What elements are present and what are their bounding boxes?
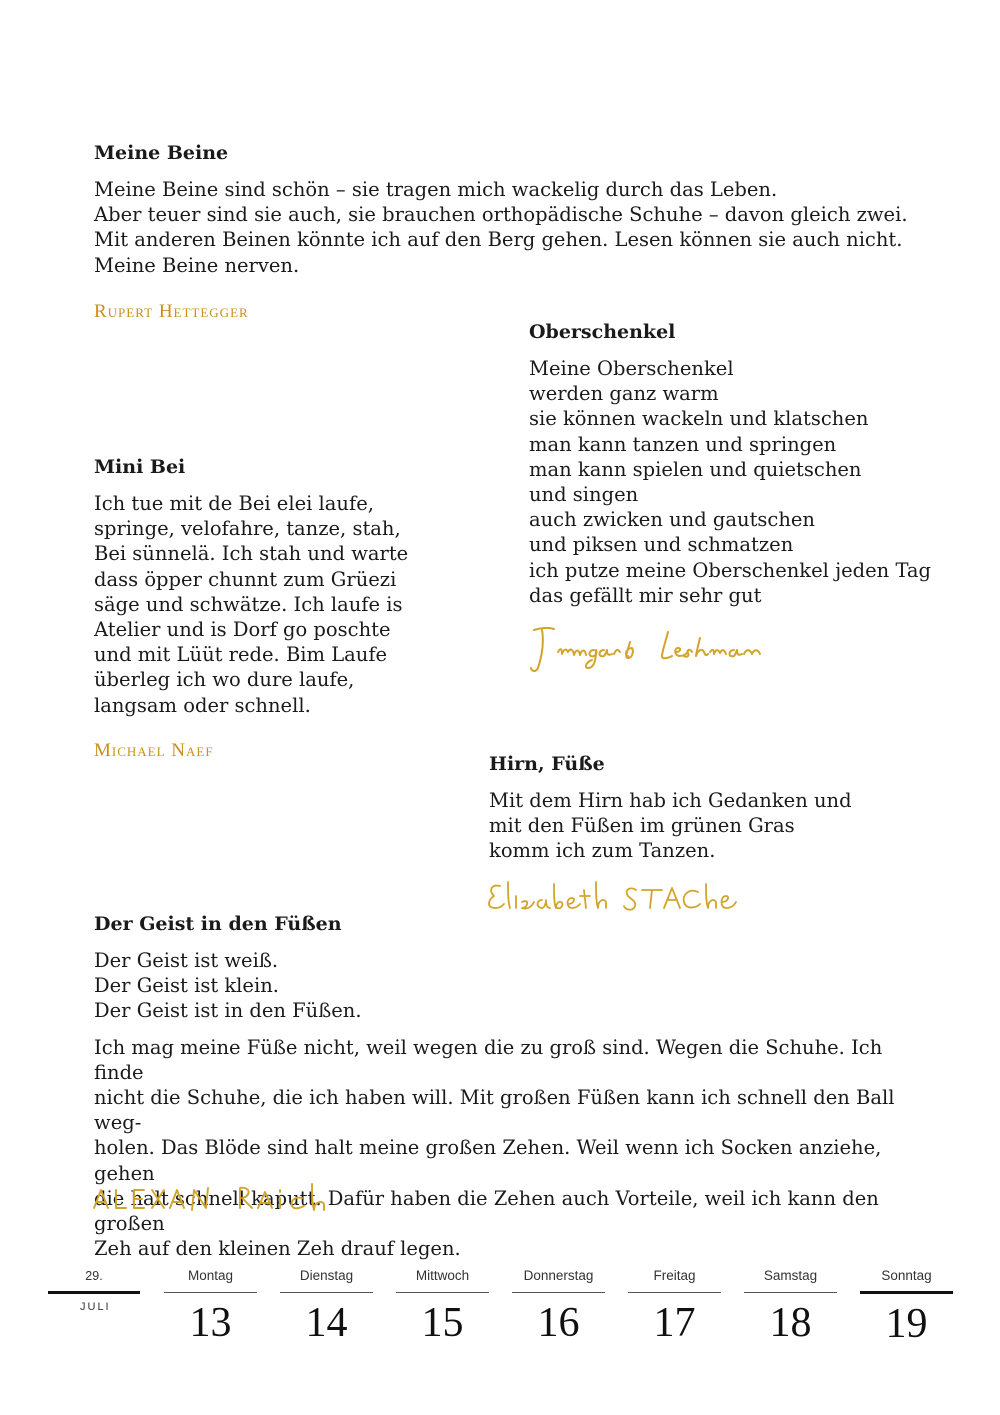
calendar-day-wednesday [396,1260,489,1353]
poem-title: Meine Beine [94,142,229,164]
calendar-day-friday [628,1260,721,1353]
poem-mini-bei [94,454,494,718]
poem-stanza: Der Geist ist weiß. Der Geist ist klein. Der Geist ist in den Füßen. [94,949,362,1023]
poem-title: Hirn, Füße [489,753,605,775]
day-date: 14 [305,1300,348,1346]
poem-title: Mini Bei [94,456,186,478]
month-label: JULI [80,1301,111,1313]
day-date: 19 [885,1301,928,1347]
poem-hirn-fuesse [489,751,949,864]
week-label [48,1260,140,1313]
handwritten-signature [528,622,778,678]
handwritten-signature [90,1176,350,1220]
day-name: Samstag [763,1268,818,1283]
author-name: Rupert Hettegger [94,301,249,322]
poem-text: Ich mag meine Füße nicht, weil wegen die zu groß sind. Wegen die Schuhe. Ich finde nicht die Schuhe, die ich haben will. Mit großen Füßen kann ich schnell den Ball weg- holen. Das Blöde sind halt meine großen Zehen. Weil wenn ich Socken anziehe, gehen die halt schnell kaputt. Dafür haben die Zehen auch Vorteile, weil ich kann den großen Zeh auf den kleinen Zeh drauf legen. [94,1035,895,1261]
poem-text: Meine Beine sind schön – sie tragen mich wackelig durch das Leben. Aber teuer sind sie auch, sie brauchen orthopädische Schuhe – davon gleich zwei. Mit anderen Beinen könnte ich auf den Berg gehen. Lesen können sie auch nicht. Meine Beine nerven. [94,178,908,277]
day-date: 15 [421,1300,464,1346]
day-date: 16 [537,1300,580,1346]
day-name: Sonntag [881,1268,932,1283]
calendar-day-monday [164,1260,257,1353]
poem-title: Oberschenkel [529,321,676,343]
calendar-day-saturday [744,1260,837,1353]
calendar-day-thursday [512,1260,605,1353]
poem-text: Ich tue mit de Bei elei laufe, springe, velofahre, tanze, stah, Bei sünnelä. Ich stah und warte dass öpper chunnt zum Grüezi säge und schwätze. Ich laufe is Atelier und is Dorf go poschte und mit Lüüt rede. Bim Laufe überleg ich wo dure laufe, langsam oder schnell. [94,492,409,717]
day-date: 17 [653,1300,696,1346]
calendar-day-sunday [860,1260,953,1354]
day-date: 13 [189,1300,232,1346]
poem-title: Der Geist in den Füßen [94,913,342,935]
calendar-week [0,1260,1000,1415]
day-name: Mittwoch [415,1268,470,1283]
poem-text: Mit dem Hirn hab ich Gedanken und mit den Füßen im grünen Gras komm ich zum Tanzen. [489,789,852,863]
day-name: Dienstag [299,1268,354,1283]
poem-meine-beine [94,140,914,278]
poem-text: Meine Oberschenkel werden ganz warm sie können wackeln und klatschen man kann tanzen und springen man kann spielen und quietschen und singen auch zwicken und gautschen und piksen und schmatzen ich putze meine Oberschenkel jeden Tag das gefällt mir sehr gut [529,357,932,607]
day-name: Montag [187,1268,234,1283]
day-date: 18 [769,1300,812,1346]
week-number: 29. [85,1269,103,1283]
day-name: Donnerstag [523,1268,594,1283]
poem-oberschenkel [529,319,949,608]
calendar-day-tuesday [280,1260,373,1353]
day-name: Freitag [653,1268,696,1283]
author-name: Michael Naef [94,740,214,761]
